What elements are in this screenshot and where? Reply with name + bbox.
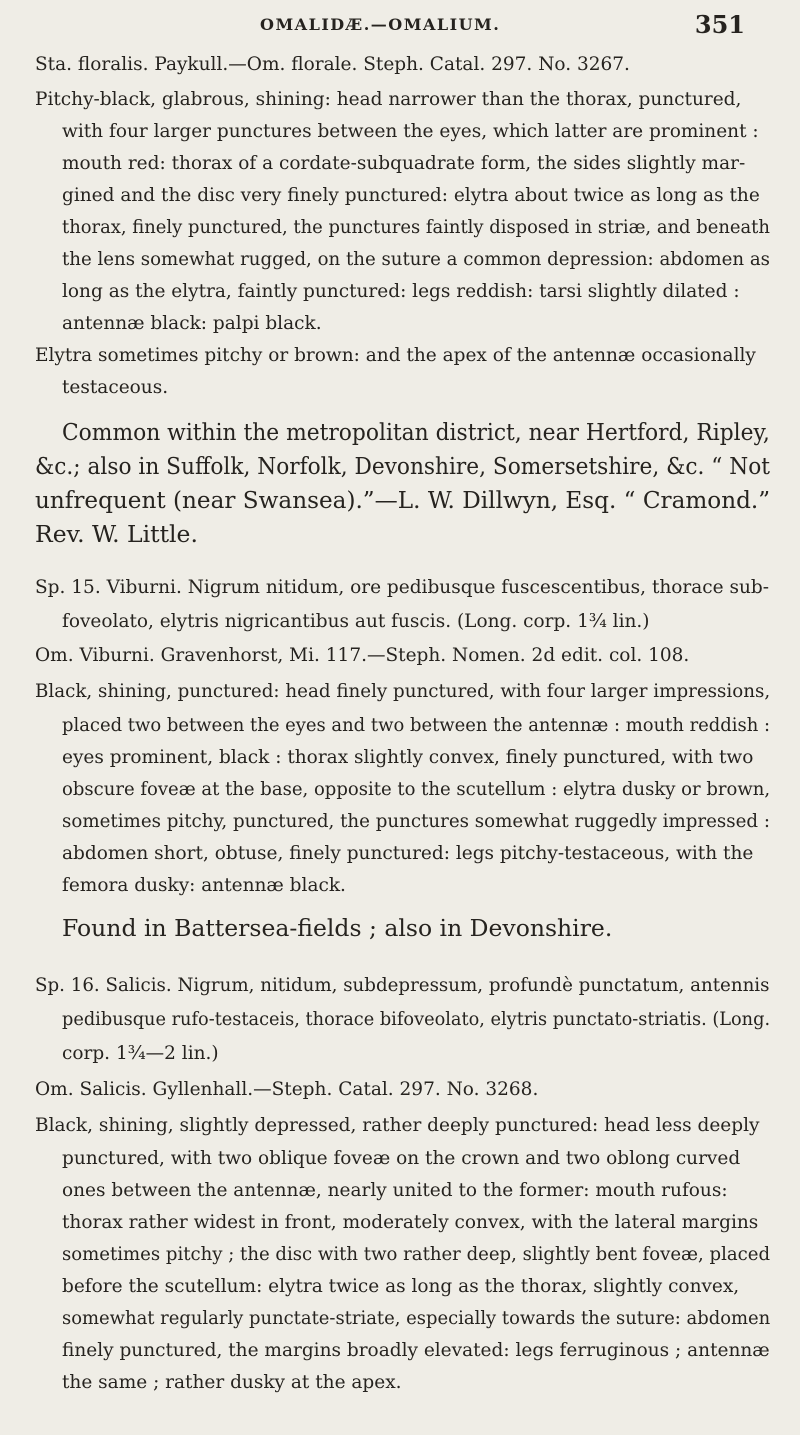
description-line: the lens somewhat rugged, on the suture a common depression: abdomen as (62, 249, 770, 270)
variation-line: testaceous. (62, 377, 169, 398)
habitat-line: Common within the metropolitan district, near Hertford, Ripley, (62, 418, 770, 446)
running-head: OMALIDÆ.—OMALIUM. (260, 15, 501, 34)
description-line: placed two between the eyes and two between the antennæ : mouth reddish : (62, 715, 771, 736)
description-line: Pitchy-black, glabrous, shining: head narrower than the thorax, punctured, (35, 89, 742, 110)
synonym-line: Om. Viburni. Gravenhorst, Mi. 117.—Steph. Nomen. 2d edit. col. 108. (35, 645, 690, 666)
description-line: femora dusky: antennæ black. (62, 875, 346, 896)
synonym-line: Sta. floralis. Paykull.—Om. florale. Steph. Catal. 297. No. 3267. (35, 54, 630, 75)
diagnosis-line: corp. 1¾—2 lin.) (62, 1043, 219, 1064)
diagnosis-line: Sp. 16. Salicis. Nigrum, nitidum, subdepressum, profundè punctatum, antennis (35, 975, 770, 996)
description-line: somewhat regularly punctate-striate, especially towards the suture: abdomen (62, 1308, 771, 1329)
description-line: abdomen short, obtuse, finely punctured: legs pitchy-testaceous, with the (62, 843, 754, 864)
description-line: long as the elytra, faintly punctured: legs reddish: tarsi slightly dilated : (62, 281, 740, 302)
description-line: Black, shining, slightly depressed, rather deeply punctured: head less deeply (35, 1115, 760, 1136)
description-line: the same ; rather dusky at the apex. (62, 1372, 402, 1393)
description-line: thorax, finely punctured, the punctures faintly disposed in striæ, and beneath (62, 217, 770, 238)
page-number: 351 (694, 10, 745, 39)
description-line: ones between the antennæ, nearly united to the former: mouth rufous: (62, 1180, 728, 1201)
synonym-line: Om. Salicis. Gyllenhall.—Steph. Catal. 297. No. 3268. (35, 1079, 539, 1100)
habitat-line: unfrequent (near Swansea).”—L. W. Dillwyn, Esq. “ Cramond.” (35, 486, 771, 514)
description-line: sometimes pitchy ; the disc with two rather deep, slightly bent foveæ, placed (62, 1244, 771, 1265)
diagnosis-line: Sp. 15. Viburni. Nigrum nitidum, ore pedibusque fuscescentibus, thorace sub- (35, 577, 769, 598)
description-line: gined and the disc very finely punctured: elytra about twice as long as the (62, 185, 760, 206)
description-line: Black, shining, punctured: head finely punctured, with four larger impressions, (35, 681, 771, 702)
description-line: before the scutellum: elytra twice as long as the thorax, slightly convex, (62, 1276, 740, 1297)
description-line: mouth red: thorax of a cordate-subquadrate form, the sides slightly mar- (62, 153, 746, 174)
variation-line: Elytra sometimes pitchy or brown: and the apex of the antennæ occasionally (35, 345, 756, 366)
description-line: with four larger punctures between the eyes, which latter are prominent : (62, 121, 759, 142)
description-line: antennæ black: palpi black. (62, 313, 322, 334)
description-line: sometimes pitchy, punctured, the punctures somewhat ruggedly impressed : (62, 811, 770, 832)
description-line: eyes prominent, black : thorax slightly convex, finely punctured, with two (62, 747, 754, 768)
page-header (60, 10, 745, 40)
description-line: obscure foveæ at the base, opposite to the scutellum : elytra dusky or brown, (62, 779, 771, 800)
description-line: punctured, with two oblique foveæ on the crown and two oblong curved (62, 1148, 741, 1169)
description-line: finely punctured, the margins broadly elevated: legs ferruginous ; antennæ (62, 1340, 770, 1361)
habitat-line: &c.; also in Suffolk, Norfolk, Devonshire, Somersetshire, &c. “ Not (35, 452, 770, 480)
habitat-line: Found in Battersea-fields ; also in Devonshire. (62, 914, 613, 942)
diagnosis-line: foveolato, elytris nigricantibus aut fuscis. (Long. corp. 1¾ lin.) (62, 611, 650, 632)
habitat-line: Rev. W. Little. (35, 520, 198, 548)
description-line: thorax rather widest in front, moderately convex, with the lateral margins (62, 1212, 759, 1233)
diagnosis-line: pedibusque rufo-testaceis, thorace bifoveolato, elytris punctato-striatis. (Long. (62, 1009, 771, 1030)
